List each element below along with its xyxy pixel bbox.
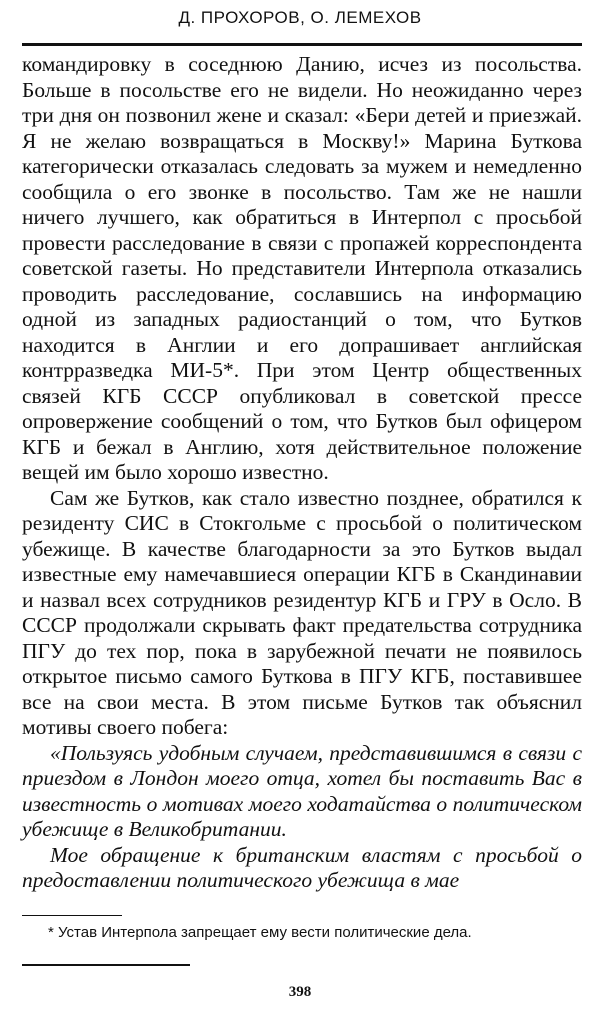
running-header: Д. ПРОХОРОВ, О. ЛЕМЕХОВ [178,8,422,27]
footnote-separator [22,915,122,916]
main-text [22,52,582,894]
page-bottom-rule [22,964,190,966]
header-rule [22,43,582,46]
quote-paragraph-letter-intro: «Пользуясь удобным случаем, представившимся в связи с приездом в Лондон моего отца, хотел бы поставить Вас в известность о мотивах моего ходатайства о политическом убежище в Великобритании. [22,740,582,841]
quote-paragraph-asylum-request: Мое обращение к британским властям с просьбой о предоставлении политического убежища в мае [22,842,582,892]
footnote: * Устав Интерпола запрещает ему вести политические дела. [48,924,472,941]
page-number: 398 [288,984,312,1000]
paragraph-butkov-defection: Сам же Бутков, как стало известно позднее, обратился к резиденту СИС в Стокгольме с просьбой о политическом убежище. В качестве благодарности за это Бутков выдал известные ему намечавшиеся операции КГБ в Скандинавии и назвал всех сотрудников резидентур КГБ и ГРУ в Осло. В СССР продолжали скрывать факт предательства сотрудника ПГУ до тех пор, пока в зарубежной печати не появилось открытое письмо самого Буткова в ПГУ КГБ, поставившее все на свои места. В этом письме Бутков так объяснил мотивы своего побега: [22,485,582,739]
paragraph-continuation: командировку в соседнюю Данию, исчез из посольства. Больше в посольстве его не видели. Но неожиданно через три дня он позвонил жене и сказал: «Бери детей и приезжай. Я не желаю возвращаться в Москву!» Марина Буткова категорически отказалась следовать за мужем и немедленно сообщила о его звонке в посольство. Там же не нашли ничего лучшего, как обратиться в Интерпол с просьбой провести расследование в связи с пропажей корреспондента советской газеты. Но представители Интерпола отказались проводить расследование, сославшись на информацию одной из западных радиостанций о том, что Бутков находится в Англии и его допрашивает английская контрразведка МИ-5*. При этом Центр общественных связей КГБ СССР опубликовал в советской прессе опровержение сообщений о том, что Бутков был офицером КГБ и бежал в Англию, хотя действительное положение вещей им было хорошо известно. [22,52,582,484]
